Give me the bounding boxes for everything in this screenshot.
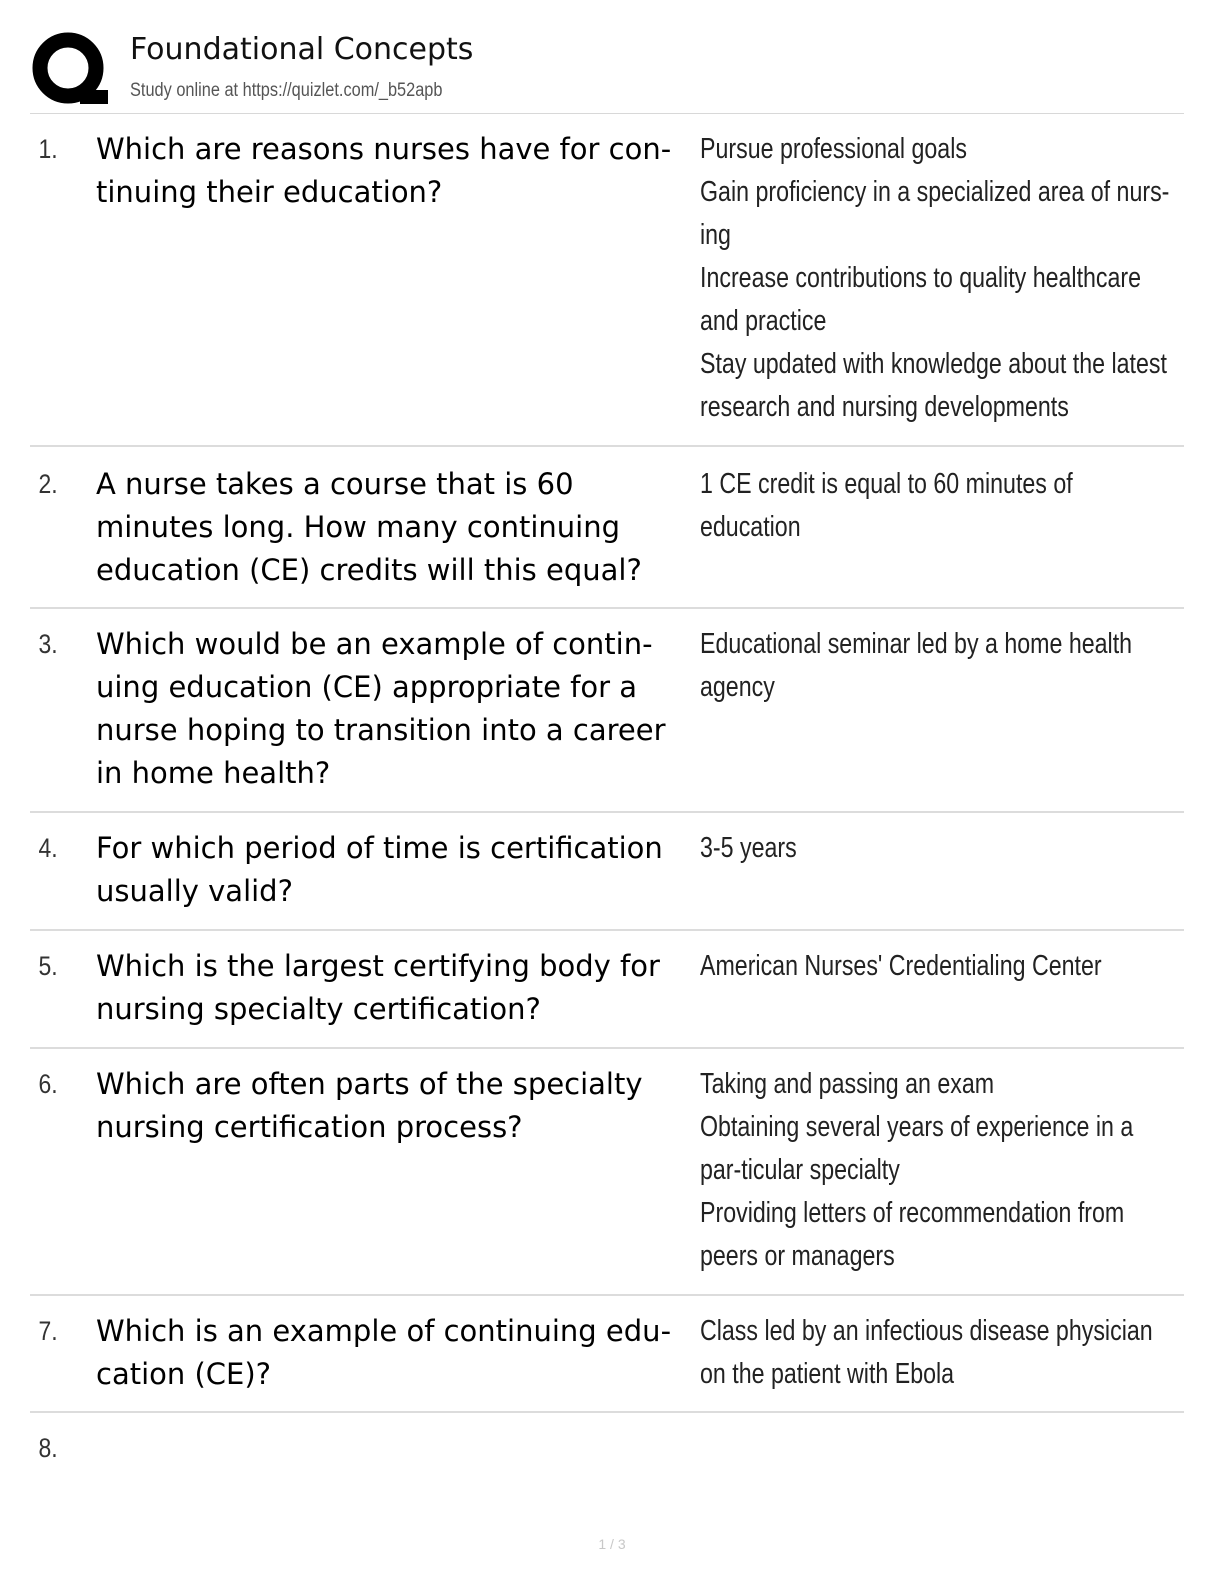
card-definition — [700, 463, 1170, 549]
definition-line: 1 CE credit is equal to 60 minutes of education — [700, 468, 1073, 543]
flashcard-row — [30, 1296, 1184, 1413]
card-term: Which is the largest certifying body for nursing specialty certification? — [96, 949, 660, 1026]
card-term: Which would be an example of contin-uing education (CE) appropriate for a nurse hoping to transition into a career in home health? — [96, 627, 666, 790]
card-term: Which are reasons nurses have for con-tinuing their education? — [96, 132, 672, 209]
page-header — [30, 26, 1184, 114]
definition-line: Pursue professional goals — [700, 133, 967, 165]
card-number: 3. — [38, 629, 58, 659]
definition-line: American Nurses' Credentialing Center — [700, 950, 1102, 982]
card-definition — [700, 827, 1170, 870]
flashcard-row — [30, 114, 1184, 447]
card-definition — [700, 1063, 1170, 1278]
card-term: A nurse takes a course that is 60 minutes long. How many continuing education (CE) credits will this equal? — [96, 467, 642, 587]
card-term: Which are often parts of the specialty nursing certification process? — [96, 1067, 643, 1144]
flashcard-row — [30, 813, 1184, 931]
card-number: 5. — [38, 951, 58, 981]
card-number: 8. — [38, 1433, 58, 1463]
card-number: 1. — [38, 134, 58, 164]
definition-line: 3-5 years — [700, 832, 797, 864]
quizlet-logo-icon — [30, 30, 112, 112]
card-term: For which period of time is certification usually valid? — [96, 831, 663, 908]
definition-line: Obtaining several years of experience in a par-ticular specialty — [700, 1111, 1134, 1186]
card-definition — [700, 623, 1170, 709]
card-definition — [700, 945, 1170, 988]
definition-line: Increase contributions to quality healthcare and practice — [700, 262, 1142, 337]
card-number: 7. — [38, 1316, 58, 1346]
definition-line: Stay updated with knowledge about the latest research and nursing developments — [700, 348, 1167, 423]
card-definition — [700, 1310, 1170, 1396]
flashcard-row — [30, 1049, 1184, 1296]
card-number: 4. — [38, 833, 58, 863]
definition-line: Class led by an infectious disease physician on the patient with Ebola — [700, 1315, 1153, 1390]
card-definition — [700, 128, 1170, 429]
flashcard-row — [30, 609, 1184, 813]
definition-line: Providing letters of recommendation from peers or managers — [700, 1197, 1125, 1272]
flashcard-row — [30, 931, 1184, 1049]
page-title: Foundational Concepts — [130, 32, 474, 67]
definition-line: Gain proficiency in a specialized area of nurs-ing — [700, 176, 1170, 251]
definition-line: Educational seminar led by a home health agency — [700, 628, 1133, 703]
flashcard-list — [30, 114, 1184, 1493]
card-number: 2. — [38, 469, 58, 499]
definition-line: Taking and passing an exam — [700, 1068, 995, 1100]
flashcard-row — [30, 447, 1184, 609]
study-link-subtitle[interactable]: Study online at https://quizlet.com/_b52apb — [130, 80, 443, 101]
card-number: 6. — [38, 1069, 58, 1099]
flashcard-row — [30, 1413, 1184, 1493]
card-term: Which is an example of continuing edu-cation (CE)? — [96, 1314, 672, 1391]
page-number: 1 / 3 — [598, 1536, 626, 1552]
